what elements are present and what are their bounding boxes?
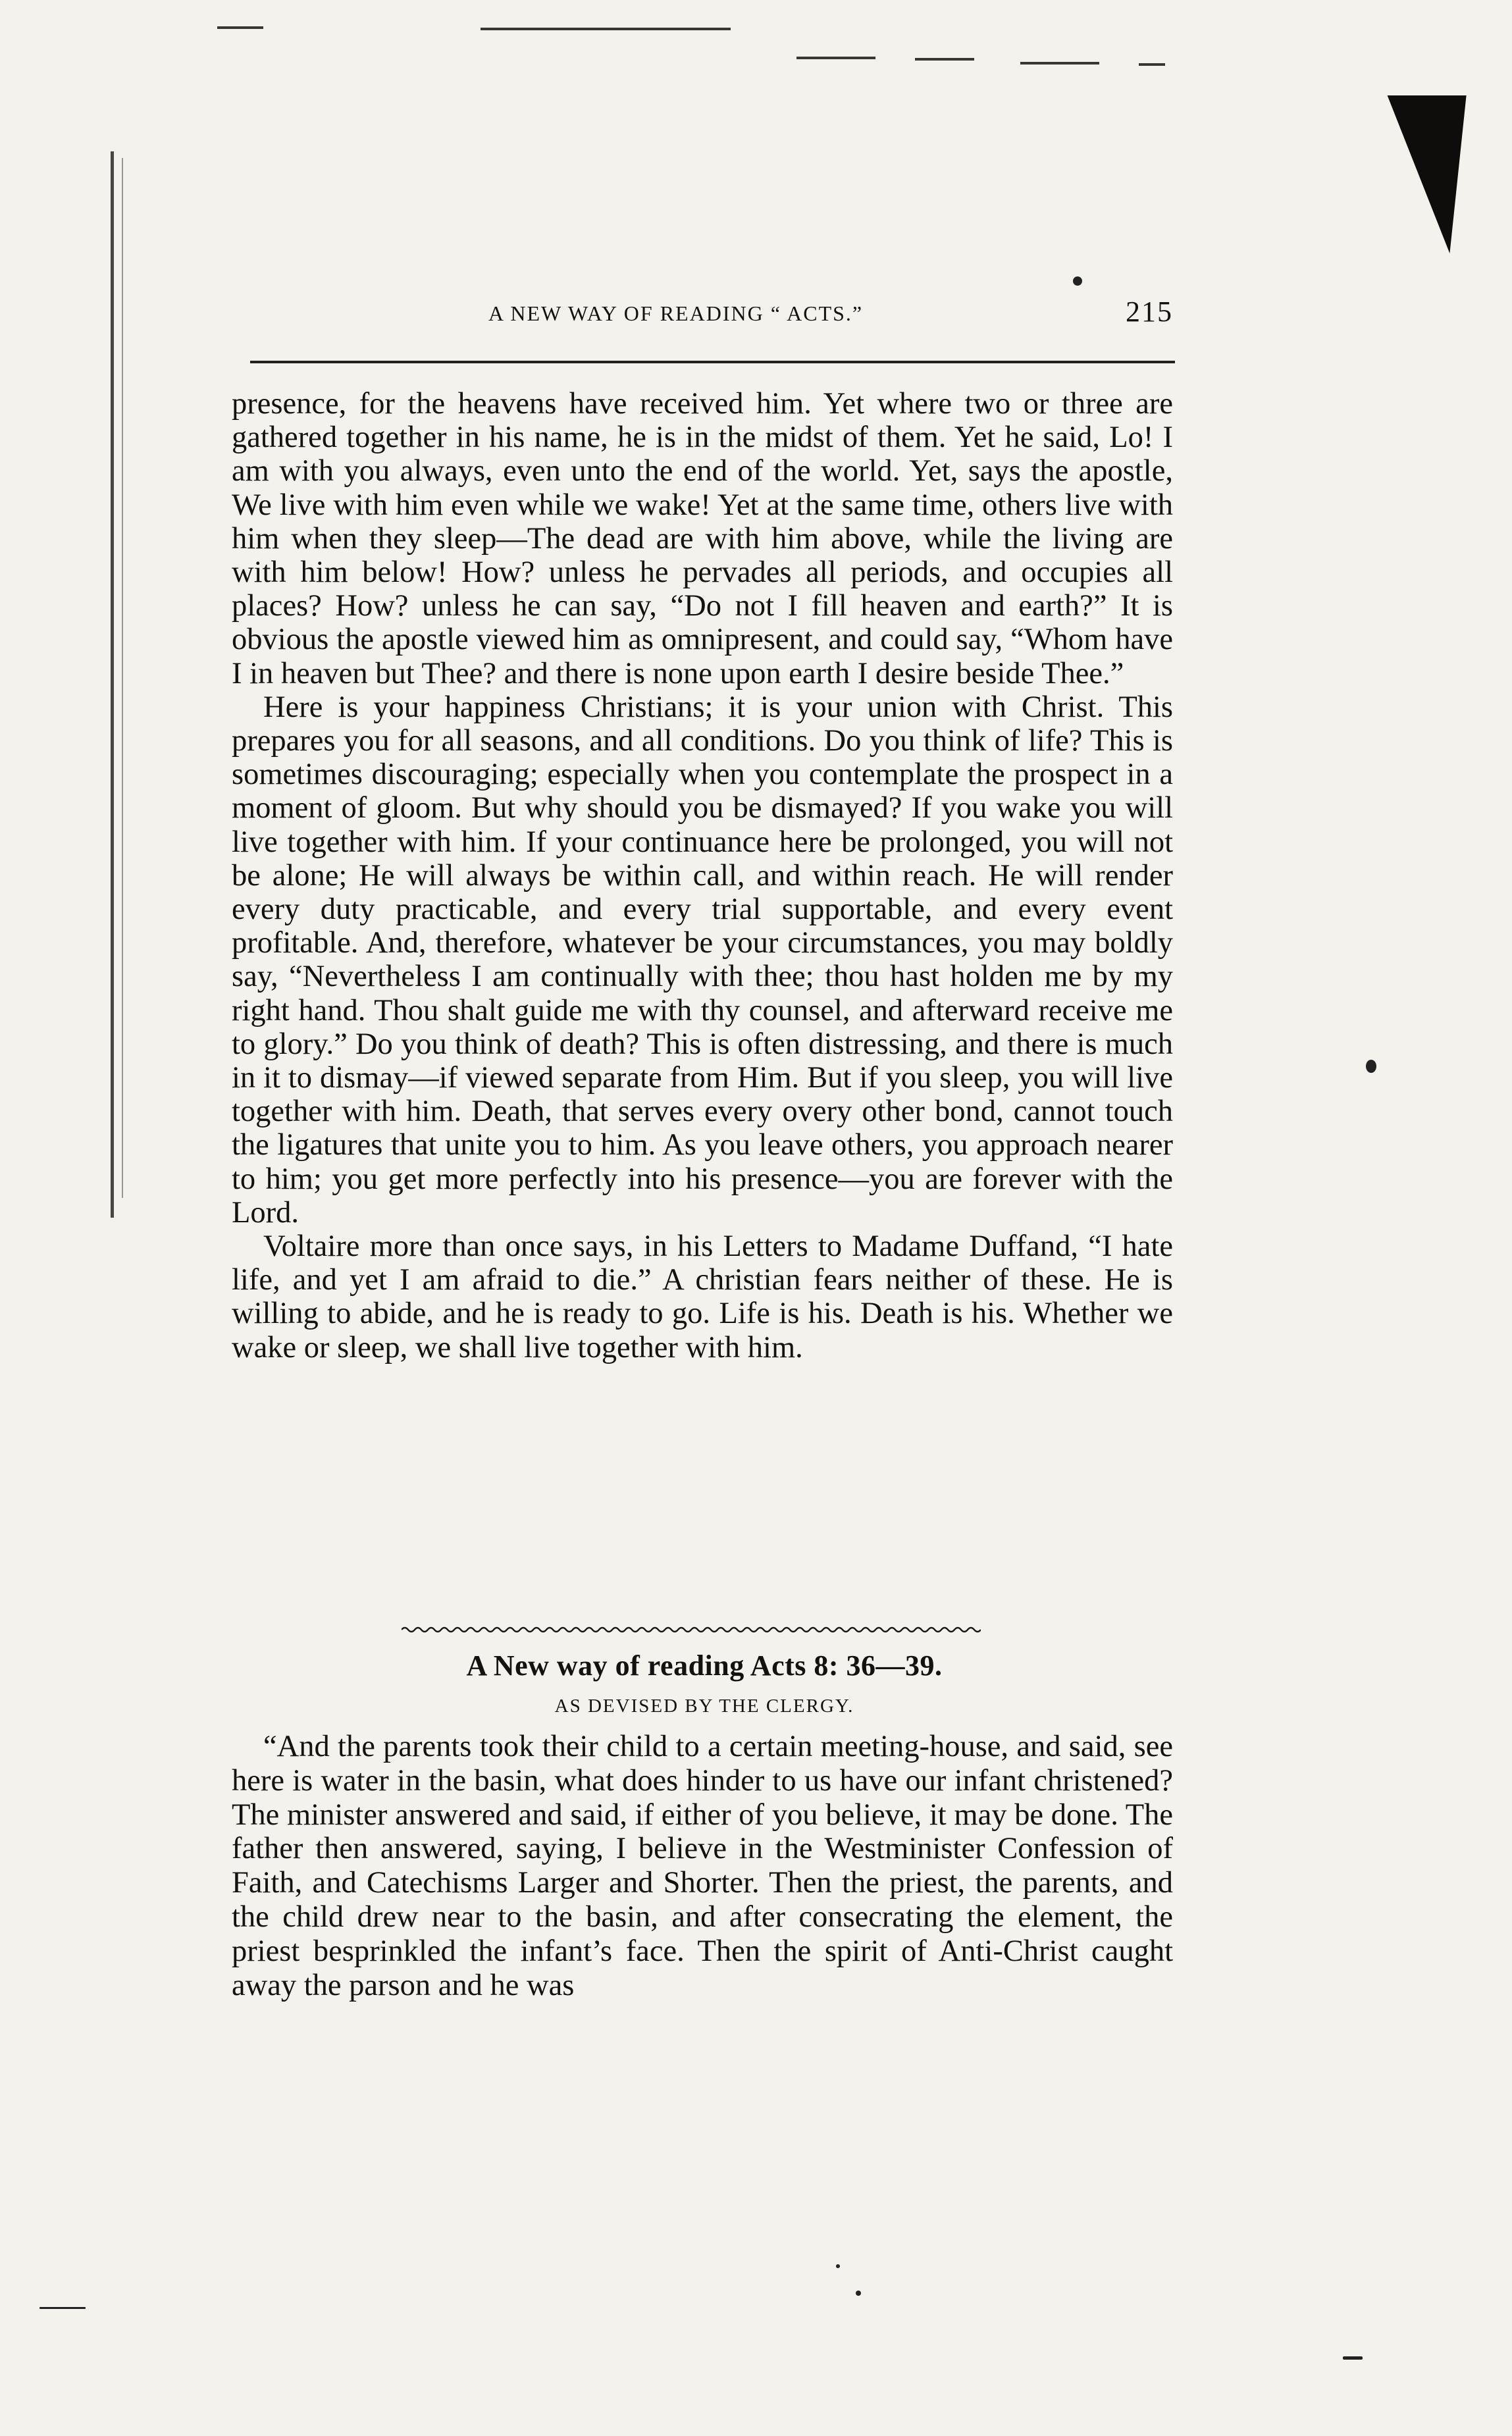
margin-rule [111, 151, 114, 1218]
paragraph: “And the parents took their child to a certain meeting-house, and said, see here is water in the basin, what does hinder to us have our infant christened? The minister answered and said, if either of you believe, it may be done. The father then answered, saying, I believe in the Westminister Confession of Faith, and Catechisms Larger and Shorter. Then the priest, the parents, and the child drew near to the basin, and after consecrating the element, the priest besprinkled the infant’s face. Then the spirit of Anti-Christ caught away the parson and he was [232, 1730, 1173, 2002]
paragraph: presence, for the heavens have received him. Yet where two or three are gathered together in his name, he is in the midst of them. Yet he said, Lo! I am with you always, even unto the end of the world. Yet, says the apostle, We live with him even while we wake! Yet at the same time, others live with him when they sleep—The dead are with him above, while the living are with him below! How? unless he pervades all periods, and occupies all places? How? unless he can say, “Do not I fill heaven and earth?” It is obvious the apostle viewed him as omnipresent, and could say, “Whom have I in heaven but Thee? and there is none upon earth I desire beside Thee.” [232, 387, 1173, 690]
page-number: 215 [1126, 296, 1173, 328]
wavy-divider [402, 1624, 981, 1635]
paragraph: Voltaire more than once says, in his Letters to Madame Duffand, “I hate life, and yet I am afraid to die.” A christian fears neither of these. He is willing to abide, and he is ready to go. Life is his. Death is his. Whether we wake or sleep, we shall live together with him. [232, 1230, 1173, 1364]
scan-corner-mark [1370, 95, 1466, 253]
scan-smudge [217, 26, 1172, 30]
body-text [232, 387, 1173, 1364]
scan-speck [1073, 276, 1082, 286]
margin-rule [122, 158, 123, 1198]
running-head [488, 295, 1173, 334]
scan-speck [1343, 2356, 1363, 2360]
scan-speck [836, 2264, 840, 2268]
head-rule [250, 361, 1175, 363]
section-title: A New way of reading Acts 8: 36—39. [466, 1649, 943, 1682]
scan-speck [856, 2291, 861, 2296]
scan-speck [39, 2307, 86, 2309]
section-subtitle: AS DEVISED BY THE CLERGY. [554, 1696, 854, 1717]
section-body [232, 1730, 1173, 2002]
paragraph: Here is your happiness Christians; it is your union with Christ. This prepares you for all seasons, and all conditions. Do you think of life? This is sometimes discouraging; especially when you contemplate the prospect in a moment of gloom. But why should you be dismayed? If you wake you will live together with him. If your continuance here be prolonged, you will not be alone; He will always be within call, and within reach. He will render every duty practicable, and every trial supportable, and every event profitable. And, therefore, whatever be your circumstances, you may boldly say, “Nevertheless I am continually with thee; thou hast holden me by my right hand. Thou shalt guide me with thy counsel, and afterward receive me to glory.” Do you think of death? This is often distressing, and there is much in it to dismay—if viewed separate from Him. But if you sleep, you will live together with him. Death, that serves every overy other bond, cannot touch the ligatures that unite you to him. As you leave others, you approach nearer to him; you get more perfectly into his presence—you are forever with the Lord. [232, 690, 1173, 1230]
scan-speck [1366, 1060, 1376, 1073]
running-head-title: A NEW WAY OF READING “ ACTS.” [488, 301, 864, 325]
